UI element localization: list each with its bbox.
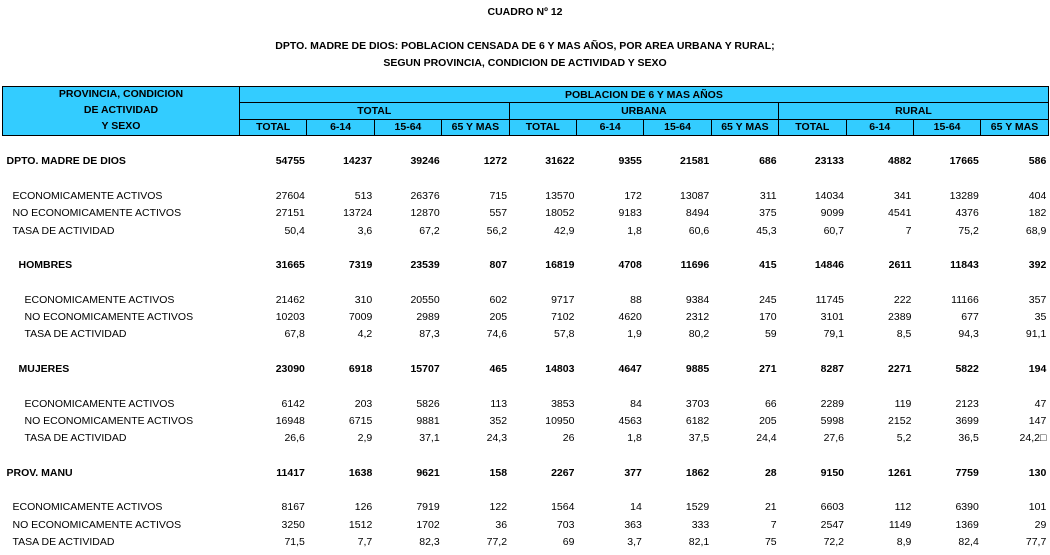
table-row bbox=[3, 222, 1049, 239]
column-header: 6-14 bbox=[576, 119, 643, 135]
table-cell: 6182 bbox=[685, 414, 710, 427]
table-cell: 6715 bbox=[348, 414, 373, 427]
table-cell: 4708 bbox=[618, 259, 642, 272]
table-cell: 7 bbox=[770, 518, 777, 531]
table-cell: 66 bbox=[764, 397, 777, 410]
table-cell: 271 bbox=[759, 363, 777, 375]
table-cell: 9717 bbox=[551, 293, 575, 306]
table-cell: 392 bbox=[1028, 259, 1047, 272]
row-label: PROV. MANU bbox=[6, 466, 73, 479]
table-cell: 9183 bbox=[618, 207, 642, 220]
row-label: TASA DE ACTIVIDAD bbox=[12, 224, 115, 237]
table-row bbox=[3, 499, 1049, 516]
table-cell: 1,8 bbox=[627, 224, 642, 237]
stub-header-line: DE ACTIVIDAD bbox=[83, 104, 159, 116]
table-cell: 311 bbox=[759, 190, 777, 203]
table-cell: 3853 bbox=[551, 397, 575, 410]
table-cell: 18052 bbox=[545, 207, 575, 220]
table-cell: 71,5 bbox=[284, 535, 305, 548]
table-cell: 14 bbox=[630, 501, 642, 514]
table-cell: 807 bbox=[489, 259, 508, 272]
table-cell: 11745 bbox=[815, 293, 845, 306]
table-title-line2: SEGUN PROVINCIA, CONDICION DE ACTIVIDAD Y SEXO bbox=[383, 57, 667, 69]
table-cell: 8,5 bbox=[896, 328, 912, 341]
table-cell: 87,3 bbox=[419, 328, 440, 341]
table-cell: 60,6 bbox=[688, 224, 710, 237]
row-label: ECONOMICAMENTE ACTIVOS bbox=[12, 190, 163, 203]
stub-header-line: PROVINCIA, CONDICION bbox=[58, 88, 184, 100]
row-label: NO ECONOMICAMENTE ACTIVOS bbox=[12, 207, 182, 220]
table-cell: 465 bbox=[489, 363, 508, 375]
table-body bbox=[3, 136, 1049, 552]
table-cell: 39246 bbox=[410, 155, 440, 168]
table-cell: 586 bbox=[1028, 155, 1047, 168]
column-header: 65 Y MAS bbox=[981, 119, 1049, 135]
row-label: TASA DE ACTIVIDAD bbox=[24, 432, 127, 445]
table-cell: 7319 bbox=[348, 259, 373, 272]
table-cell: 59 bbox=[764, 328, 777, 341]
table-cell: 88 bbox=[630, 293, 642, 306]
spacer-row bbox=[3, 447, 1049, 464]
column-header: 65 Y MAS bbox=[442, 119, 509, 135]
table-cell: 182 bbox=[1028, 207, 1047, 220]
table-cell: 80,2 bbox=[688, 328, 710, 341]
table-cell: 54755 bbox=[275, 155, 305, 168]
table-cell: 1702 bbox=[416, 518, 440, 531]
table-cell: 715 bbox=[489, 190, 508, 203]
table-cell: 68,9 bbox=[1025, 224, 1047, 237]
table-row bbox=[3, 153, 1049, 170]
column-header: 6-14 bbox=[846, 119, 913, 135]
table-cell: 130 bbox=[1028, 466, 1047, 479]
table-cell: 1512 bbox=[348, 518, 373, 531]
table-cell: 82,4 bbox=[958, 535, 979, 548]
table-cell: 27,6 bbox=[823, 432, 845, 445]
table-cell: 21462 bbox=[275, 293, 305, 306]
table-cell: 2,9 bbox=[357, 432, 373, 445]
column-header: TOTAL bbox=[509, 119, 576, 135]
table-cell: 24,3 bbox=[486, 432, 508, 445]
table-cell: 28 bbox=[764, 466, 777, 479]
table-cell: 50,4 bbox=[284, 224, 305, 237]
table-cell: 9621 bbox=[416, 466, 440, 479]
spacer-cell bbox=[3, 482, 1049, 499]
table-cell: 170 bbox=[759, 311, 777, 324]
table-cell: 1638 bbox=[348, 466, 373, 479]
table-cell: 4882 bbox=[888, 155, 912, 168]
table-cell: 7759 bbox=[955, 466, 979, 479]
table-cell: 47 bbox=[1034, 397, 1047, 410]
table-cell: 513 bbox=[354, 190, 373, 203]
group-header: POBLACION DE 6 Y MAS AÑOS bbox=[240, 87, 1049, 103]
table-cell: 112 bbox=[894, 501, 912, 514]
column-header: 15-64 bbox=[913, 119, 980, 135]
table-cell: 74,6 bbox=[486, 328, 508, 341]
table-cell: 5822 bbox=[955, 363, 979, 375]
table-cell: 203 bbox=[354, 397, 373, 410]
spacer-cell bbox=[3, 274, 1049, 291]
table-cell: 14034 bbox=[814, 190, 845, 203]
table-cell: 147 bbox=[1028, 414, 1047, 427]
table-cell: 9150 bbox=[820, 466, 845, 479]
table-cell: 15707 bbox=[410, 363, 440, 375]
table-cell: 2267 bbox=[551, 466, 575, 479]
table-cell: 222 bbox=[893, 293, 912, 306]
row-label: ECONOMICAMENTE ACTIVOS bbox=[12, 501, 163, 514]
table-cell: 2389 bbox=[888, 311, 912, 324]
table-cell: 13570 bbox=[545, 190, 575, 203]
table-cell: 16819 bbox=[545, 259, 575, 272]
table-cell: 79,1 bbox=[823, 328, 845, 341]
table-cell: 37,5 bbox=[688, 432, 710, 445]
table-row bbox=[3, 430, 1049, 447]
table-row bbox=[3, 534, 1049, 551]
table-cell: 3,7 bbox=[627, 535, 642, 548]
table-cell: 8287 bbox=[820, 363, 845, 375]
table-cell: 67,2 bbox=[419, 224, 440, 237]
table-cell: 7 bbox=[905, 224, 912, 237]
table-title-line1: DPTO. MADRE DE DIOS: POBLACION CENSADA DE 6 Y MAS AÑOS, POR AREA URBANA Y RURAL; bbox=[275, 40, 775, 52]
table-cell: 341 bbox=[893, 190, 912, 203]
spacer-row bbox=[3, 482, 1049, 499]
table-row bbox=[3, 395, 1049, 412]
stub-header-line: Y SEXO bbox=[101, 120, 141, 132]
row-label: TASA DE ACTIVIDAD bbox=[24, 328, 127, 341]
table-cell: 10203 bbox=[275, 311, 305, 324]
spacer-row bbox=[3, 171, 1049, 188]
table-cell: 8494 bbox=[685, 207, 710, 220]
table-cell: 377 bbox=[624, 466, 642, 479]
table-cell: 94,3 bbox=[958, 328, 979, 341]
column-header: TOTAL bbox=[779, 119, 846, 135]
table-cell: 69 bbox=[562, 535, 575, 548]
table-cell: 77,7 bbox=[1025, 535, 1047, 548]
table-cell: 14803 bbox=[545, 363, 575, 375]
table-cell: 36 bbox=[495, 518, 508, 531]
table-cell: 9384 bbox=[685, 293, 710, 306]
table-cell: 677 bbox=[961, 311, 979, 324]
table-cell: 9885 bbox=[685, 363, 710, 375]
table-row bbox=[3, 326, 1049, 343]
table-cell: 2271 bbox=[888, 363, 912, 375]
table-cell: 6142 bbox=[281, 397, 305, 410]
table-cell: 36,5 bbox=[958, 432, 979, 445]
spacer-row bbox=[3, 378, 1049, 395]
table-row bbox=[3, 309, 1049, 326]
table-cell: 4563 bbox=[618, 414, 642, 427]
table-cell: 26,6 bbox=[284, 432, 305, 445]
table-row bbox=[3, 188, 1049, 205]
spacer-cell bbox=[3, 344, 1049, 361]
table-cell: 35 bbox=[1034, 311, 1047, 324]
table-cell: 2611 bbox=[888, 259, 912, 272]
table-cell: 9881 bbox=[416, 414, 440, 427]
table-cell: 31665 bbox=[275, 259, 305, 272]
table-cell: 205 bbox=[759, 414, 777, 427]
table-cell: 9099 bbox=[820, 207, 845, 220]
table-cell: 2547 bbox=[820, 518, 845, 531]
table-cell: 2289 bbox=[820, 397, 845, 410]
table-cell: 75,2 bbox=[958, 224, 979, 237]
table-cell: 3699 bbox=[955, 414, 979, 427]
table-cell: 57,8 bbox=[554, 328, 575, 341]
row-label: ECONOMICAMENTE ACTIVOS bbox=[24, 293, 175, 306]
table-cell: 3250 bbox=[281, 518, 305, 531]
table-cell: 3101 bbox=[820, 311, 845, 324]
table-cell: 7009 bbox=[348, 311, 373, 324]
table-cell: 3,6 bbox=[357, 224, 373, 237]
table-cell: 14237 bbox=[343, 155, 373, 168]
spacer-row bbox=[3, 344, 1049, 361]
table-cell: 158 bbox=[489, 466, 508, 479]
table-cell: 11843 bbox=[950, 259, 979, 272]
row-label: NO ECONOMICAMENTE ACTIVOS bbox=[24, 414, 194, 427]
table-cell: 91,1 bbox=[1025, 328, 1047, 341]
table-number: CUADRO Nº 12 bbox=[487, 6, 563, 18]
spacer-cell bbox=[3, 378, 1049, 395]
column-header: 15-64 bbox=[374, 119, 441, 135]
table-cell: 404 bbox=[1028, 190, 1047, 203]
table-cell: 4620 bbox=[618, 311, 642, 324]
table-cell: 126 bbox=[354, 501, 373, 514]
table-cell: 3703 bbox=[685, 397, 710, 410]
table-cell: 602 bbox=[489, 293, 508, 306]
table-cell: 6390 bbox=[955, 501, 979, 514]
table-cell: 17665 bbox=[949, 155, 979, 168]
row-label: HOMBRES bbox=[18, 259, 73, 272]
column-header: 6-14 bbox=[307, 119, 374, 135]
table-cell: 11696 bbox=[680, 259, 710, 272]
table-cell: 122 bbox=[489, 501, 508, 514]
table-row bbox=[3, 465, 1049, 482]
table-cell: 333 bbox=[691, 518, 710, 531]
spacer-row bbox=[3, 240, 1049, 257]
table-row bbox=[3, 413, 1049, 430]
table-cell: 29 bbox=[1034, 518, 1047, 531]
table-row bbox=[3, 205, 1049, 222]
table-cell: 24,2□ bbox=[1019, 432, 1047, 445]
table-cell: 27151 bbox=[275, 207, 305, 220]
table-cell: 12870 bbox=[410, 207, 440, 220]
table-cell: 2312 bbox=[685, 311, 710, 324]
table-cell: 9355 bbox=[618, 155, 642, 168]
table-cell: 21581 bbox=[680, 155, 710, 168]
table-cell: 10950 bbox=[545, 414, 575, 427]
table-cell: 7102 bbox=[551, 311, 575, 324]
table-cell: 1,8 bbox=[627, 432, 642, 445]
table-cell: 72,2 bbox=[823, 535, 845, 548]
table-cell: 75 bbox=[764, 535, 777, 548]
spacer-cell bbox=[3, 240, 1049, 257]
table-cell: 6603 bbox=[820, 501, 845, 514]
table-cell: 4541 bbox=[888, 207, 912, 220]
table-cell: 205 bbox=[489, 311, 508, 324]
table-cell: 37,1 bbox=[419, 432, 440, 445]
table-cell: 42,9 bbox=[554, 224, 575, 237]
table-cell: 23133 bbox=[814, 155, 845, 168]
table-cell: 4,2 bbox=[357, 328, 373, 341]
table-cell: 310 bbox=[354, 293, 373, 306]
table-cell: 13724 bbox=[343, 207, 373, 220]
table-cell: 26 bbox=[562, 432, 575, 445]
table-cell: 245 bbox=[759, 293, 777, 306]
table-cell: 703 bbox=[556, 518, 575, 531]
table-cell: 113 bbox=[490, 397, 508, 410]
table-cell: 2989 bbox=[416, 311, 440, 324]
table-cell: 45,3 bbox=[756, 224, 777, 237]
table-cell: 363 bbox=[624, 518, 642, 531]
row-label: DPTO. MADRE DE DIOS bbox=[6, 155, 126, 168]
census-table bbox=[2, 86, 1049, 551]
table-cell: 2123 bbox=[955, 397, 979, 410]
table-row bbox=[3, 361, 1049, 378]
spacer-cell bbox=[3, 136, 1049, 154]
table-cell: 5,2 bbox=[896, 432, 912, 445]
table-cell: 101 bbox=[1028, 501, 1047, 514]
spacer-cell bbox=[3, 447, 1049, 464]
column-header: TOTAL bbox=[240, 119, 307, 135]
table-cell: 23539 bbox=[410, 259, 440, 272]
stub-header bbox=[3, 87, 240, 136]
row-label: MUJERES bbox=[18, 363, 70, 375]
row-label: TASA DE ACTIVIDAD bbox=[12, 535, 115, 548]
table-cell: 11417 bbox=[276, 466, 305, 479]
table-cell: 13087 bbox=[680, 190, 710, 203]
table-cell: 119 bbox=[894, 397, 912, 410]
table-header bbox=[3, 87, 1049, 136]
table-cell: 13289 bbox=[949, 190, 979, 203]
table-cell: 77,2 bbox=[486, 535, 508, 548]
table-cell: 24,4 bbox=[756, 432, 777, 445]
table-cell: 375 bbox=[759, 207, 777, 220]
area-header-total: TOTAL bbox=[240, 103, 510, 119]
table-cell: 82,3 bbox=[419, 535, 440, 548]
column-header: 15-64 bbox=[644, 119, 711, 135]
table-row bbox=[3, 517, 1049, 534]
table-cell: 1369 bbox=[955, 518, 979, 531]
table-cell: 415 bbox=[759, 259, 777, 272]
table-cell: 8,9 bbox=[896, 535, 912, 548]
table-cell: 26376 bbox=[410, 190, 440, 203]
table-cell: 84 bbox=[630, 397, 642, 410]
table-cell: 67,8 bbox=[284, 328, 305, 341]
table-cell: 5998 bbox=[820, 414, 845, 427]
table-cell: 4647 bbox=[618, 363, 642, 375]
row-label: NO ECONOMICAMENTE ACTIVOS bbox=[12, 518, 182, 531]
table-cell: 27604 bbox=[275, 190, 305, 203]
table-cell: 11166 bbox=[951, 293, 979, 306]
table-row bbox=[3, 257, 1049, 274]
table-cell: 8167 bbox=[281, 501, 305, 514]
row-label: NO ECONOMICAMENTE ACTIVOS bbox=[24, 311, 194, 324]
table-cell: 16948 bbox=[275, 414, 305, 427]
table-cell: 686 bbox=[759, 155, 777, 168]
table-cell: 1261 bbox=[888, 466, 912, 479]
area-header-rural: RURAL bbox=[779, 103, 1049, 119]
column-header: 65 Y MAS bbox=[711, 119, 778, 135]
table-row bbox=[3, 292, 1049, 309]
table-cell: 60,7 bbox=[823, 224, 845, 237]
table-cell: 14846 bbox=[814, 259, 845, 272]
table-cell: 56,2 bbox=[486, 224, 508, 237]
table-cell: 194 bbox=[1028, 363, 1047, 375]
table-cell: 2152 bbox=[888, 414, 912, 427]
table-cell: 557 bbox=[489, 207, 508, 220]
table-cell: 1272 bbox=[483, 155, 508, 168]
table-cell: 21 bbox=[764, 501, 777, 514]
table-cell: 20550 bbox=[410, 293, 440, 306]
table-cell: 7,7 bbox=[357, 535, 373, 548]
row-label: ECONOMICAMENTE ACTIVOS bbox=[24, 397, 175, 410]
table-cell: 31622 bbox=[545, 155, 575, 168]
table-cell: 5826 bbox=[416, 397, 440, 410]
table-cell: 23090 bbox=[275, 363, 305, 375]
spacer-row bbox=[3, 274, 1049, 291]
table-cell: 82,1 bbox=[688, 535, 710, 548]
table-cell: 1149 bbox=[888, 518, 912, 531]
table-cell: 6918 bbox=[348, 363, 373, 375]
table-cell: 1,9 bbox=[627, 328, 642, 341]
spacer-row bbox=[3, 136, 1049, 154]
table-cell: 1564 bbox=[551, 501, 575, 514]
table-cell: 1862 bbox=[685, 466, 710, 479]
table-cell: 357 bbox=[1028, 293, 1047, 306]
table-cell: 7919 bbox=[416, 501, 440, 514]
table-cell: 4376 bbox=[955, 207, 979, 220]
table-cell: 1529 bbox=[685, 501, 710, 514]
spacer-cell bbox=[3, 171, 1049, 188]
table-cell: 352 bbox=[489, 414, 508, 427]
area-header-urbana: URBANA bbox=[509, 103, 779, 119]
table-cell: 172 bbox=[624, 190, 642, 203]
